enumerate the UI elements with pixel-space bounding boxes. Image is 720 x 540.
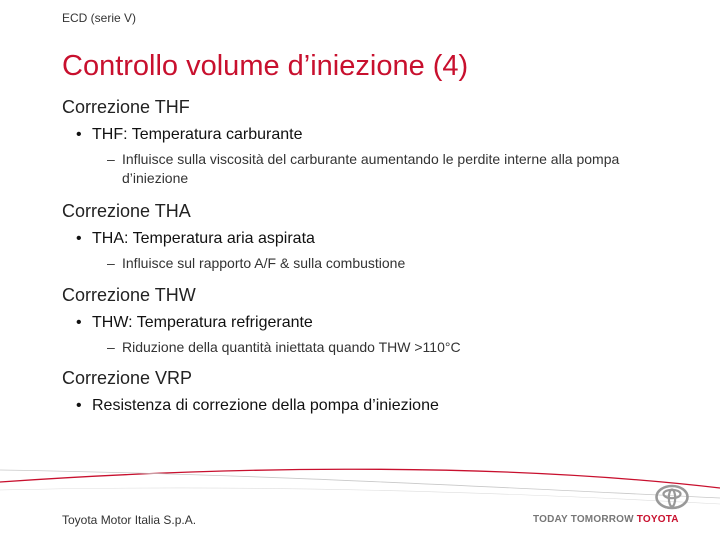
section-heading: Correzione THF	[62, 97, 190, 117]
dash-icon: –	[107, 255, 115, 271]
section-thf	[62, 96, 682, 200]
dash-icon: –	[107, 151, 115, 167]
bullet-icon: •	[76, 314, 82, 331]
tagline-today-tomorrow: TODAY TOMORROW	[533, 514, 634, 525]
section-heading: Correzione THW	[62, 285, 196, 305]
dash-icon: –	[107, 339, 115, 355]
bullet-text: THA: Temperatura aria aspirata	[92, 230, 315, 247]
section-heading: Correzione VRP	[62, 368, 193, 388]
footer-company: Toyota Motor Italia S.p.A.	[62, 513, 197, 527]
bullet-item	[62, 229, 682, 249]
section-vrp	[62, 367, 682, 416]
sub-bullet-text: Riduzione della quantità iniettata quando THW >110°C	[122, 339, 461, 355]
section-tha	[62, 200, 682, 284]
bullet-item	[62, 125, 682, 145]
sub-bullet-item	[62, 150, 662, 188]
bullet-item	[62, 313, 682, 333]
bullet-icon: •	[76, 230, 82, 247]
bullet-text: THF: Temperatura carburante	[92, 126, 303, 143]
decorative-swoosh	[0, 440, 720, 510]
bullet-icon: •	[76, 126, 82, 143]
slide-content	[62, 96, 682, 421]
sub-bullet-text: Influisce sul rapporto A/F & sulla combustione	[122, 255, 406, 271]
section-thw	[62, 284, 682, 367]
sub-bullet-text: Influisce sulla viscosità del carburante aumentando le perdite interne alla pompa d’iniezione	[122, 151, 620, 186]
toyota-emblem-icon	[655, 484, 689, 510]
bullet-icon: •	[76, 397, 82, 414]
tagline-toyota: TOYOTA	[636, 514, 679, 525]
sub-bullet-item	[62, 254, 662, 273]
bullet-text: THW: Temperatura refrigerante	[92, 314, 313, 331]
footer-tagline	[533, 514, 679, 525]
header-label: ECD (serie V)	[62, 11, 137, 25]
slide-title: Controllo volume d’iniezione (4)	[62, 50, 469, 82]
sub-bullet-item	[62, 338, 662, 357]
section-heading: Correzione THA	[62, 201, 191, 221]
bullet-item	[62, 396, 682, 416]
bullet-text: Resistenza di correzione della pompa d’iniezione	[92, 397, 439, 414]
